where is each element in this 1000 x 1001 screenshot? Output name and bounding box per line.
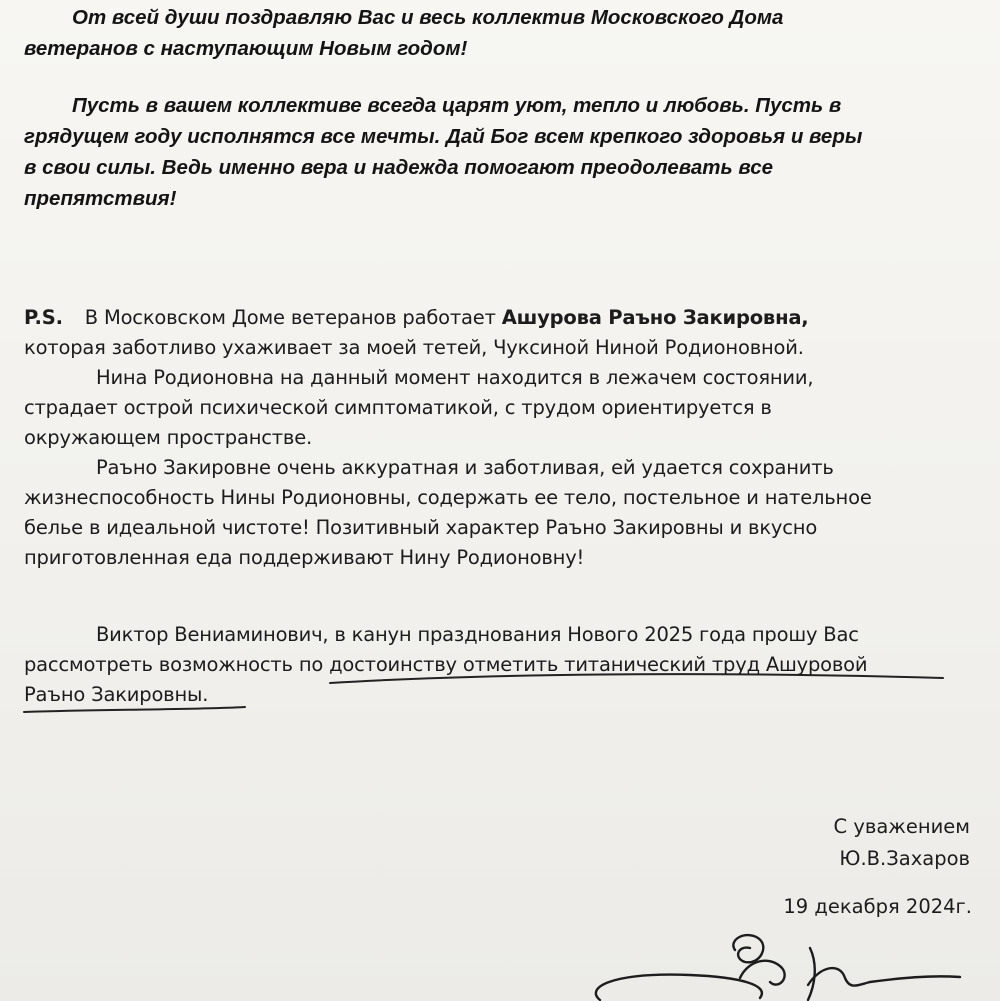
text-line: окружающем пространстве. xyxy=(24,426,313,449)
text-line: Нина Родионовна на данный момент находится в лежачем состоянии, xyxy=(96,366,814,389)
text-line: От всей души поздравляю Вас и весь коллектив Московского Дома xyxy=(72,6,784,29)
ps-text: В Московском Доме ветеранов работает xyxy=(84,306,502,329)
postscript xyxy=(24,303,980,573)
greeting-paragraph-1 xyxy=(24,2,982,64)
regards-text: С уважением xyxy=(833,815,970,838)
ps-label: P.S. xyxy=(24,306,63,329)
text-line: Раъно Закировне очень аккуратная и заботливая, ей удается сохранить xyxy=(96,456,834,479)
closing-block xyxy=(834,811,971,875)
greeting-paragraph-2 xyxy=(24,90,982,214)
text-line: которая заботливо ухаживает за моей тетей, Чуксиной Ниной Родионовной. xyxy=(24,336,804,359)
text-line: грядущем году исполнятся все мечты. Дай Бог всем крепкого здоровья и веры xyxy=(24,125,863,148)
employee-name: Ашурова Раъно Закировна, xyxy=(501,306,809,329)
text-line: белье в идеальной чистоте! Позитивный характер Раъно Закировны и вкусно xyxy=(24,516,818,539)
signature-mark xyxy=(596,935,960,1000)
request-paragraph xyxy=(24,620,980,710)
text-line: страдает острой психической симптоматикой, с трудом ориентируется в xyxy=(24,396,772,419)
sender-name: Ю.В.Захаров xyxy=(839,847,970,870)
text-line: рассмотреть возможность по достоинству отметить титанический труд Ашуровой xyxy=(24,653,868,676)
postscript-paragraph-1 xyxy=(24,303,980,333)
text-line: жизнеспособность Нины Родионовны, содержать ее тело, постельное и нательное xyxy=(24,486,872,509)
text-line: Раъно Закировны. xyxy=(24,683,209,706)
text-line: Пусть в вашем коллективе всегда царят уют, тепло и любовь. Пусть в xyxy=(72,94,842,117)
letter-date: 19 декабря 2024г. xyxy=(783,895,972,918)
text-line: приготовленная еда поддерживают Нину Родионовну! xyxy=(24,546,585,569)
text-line: ветеранов с наступающим Новым годом! xyxy=(24,37,468,60)
text-line: Виктор Вениаминович, в канун празднования Нового 2025 года прошу Вас xyxy=(96,623,859,646)
text-line: препятствия! xyxy=(24,187,177,210)
text-line: в свои силы. Ведь именно вера и надежда помогают преодолевать все xyxy=(24,156,774,179)
